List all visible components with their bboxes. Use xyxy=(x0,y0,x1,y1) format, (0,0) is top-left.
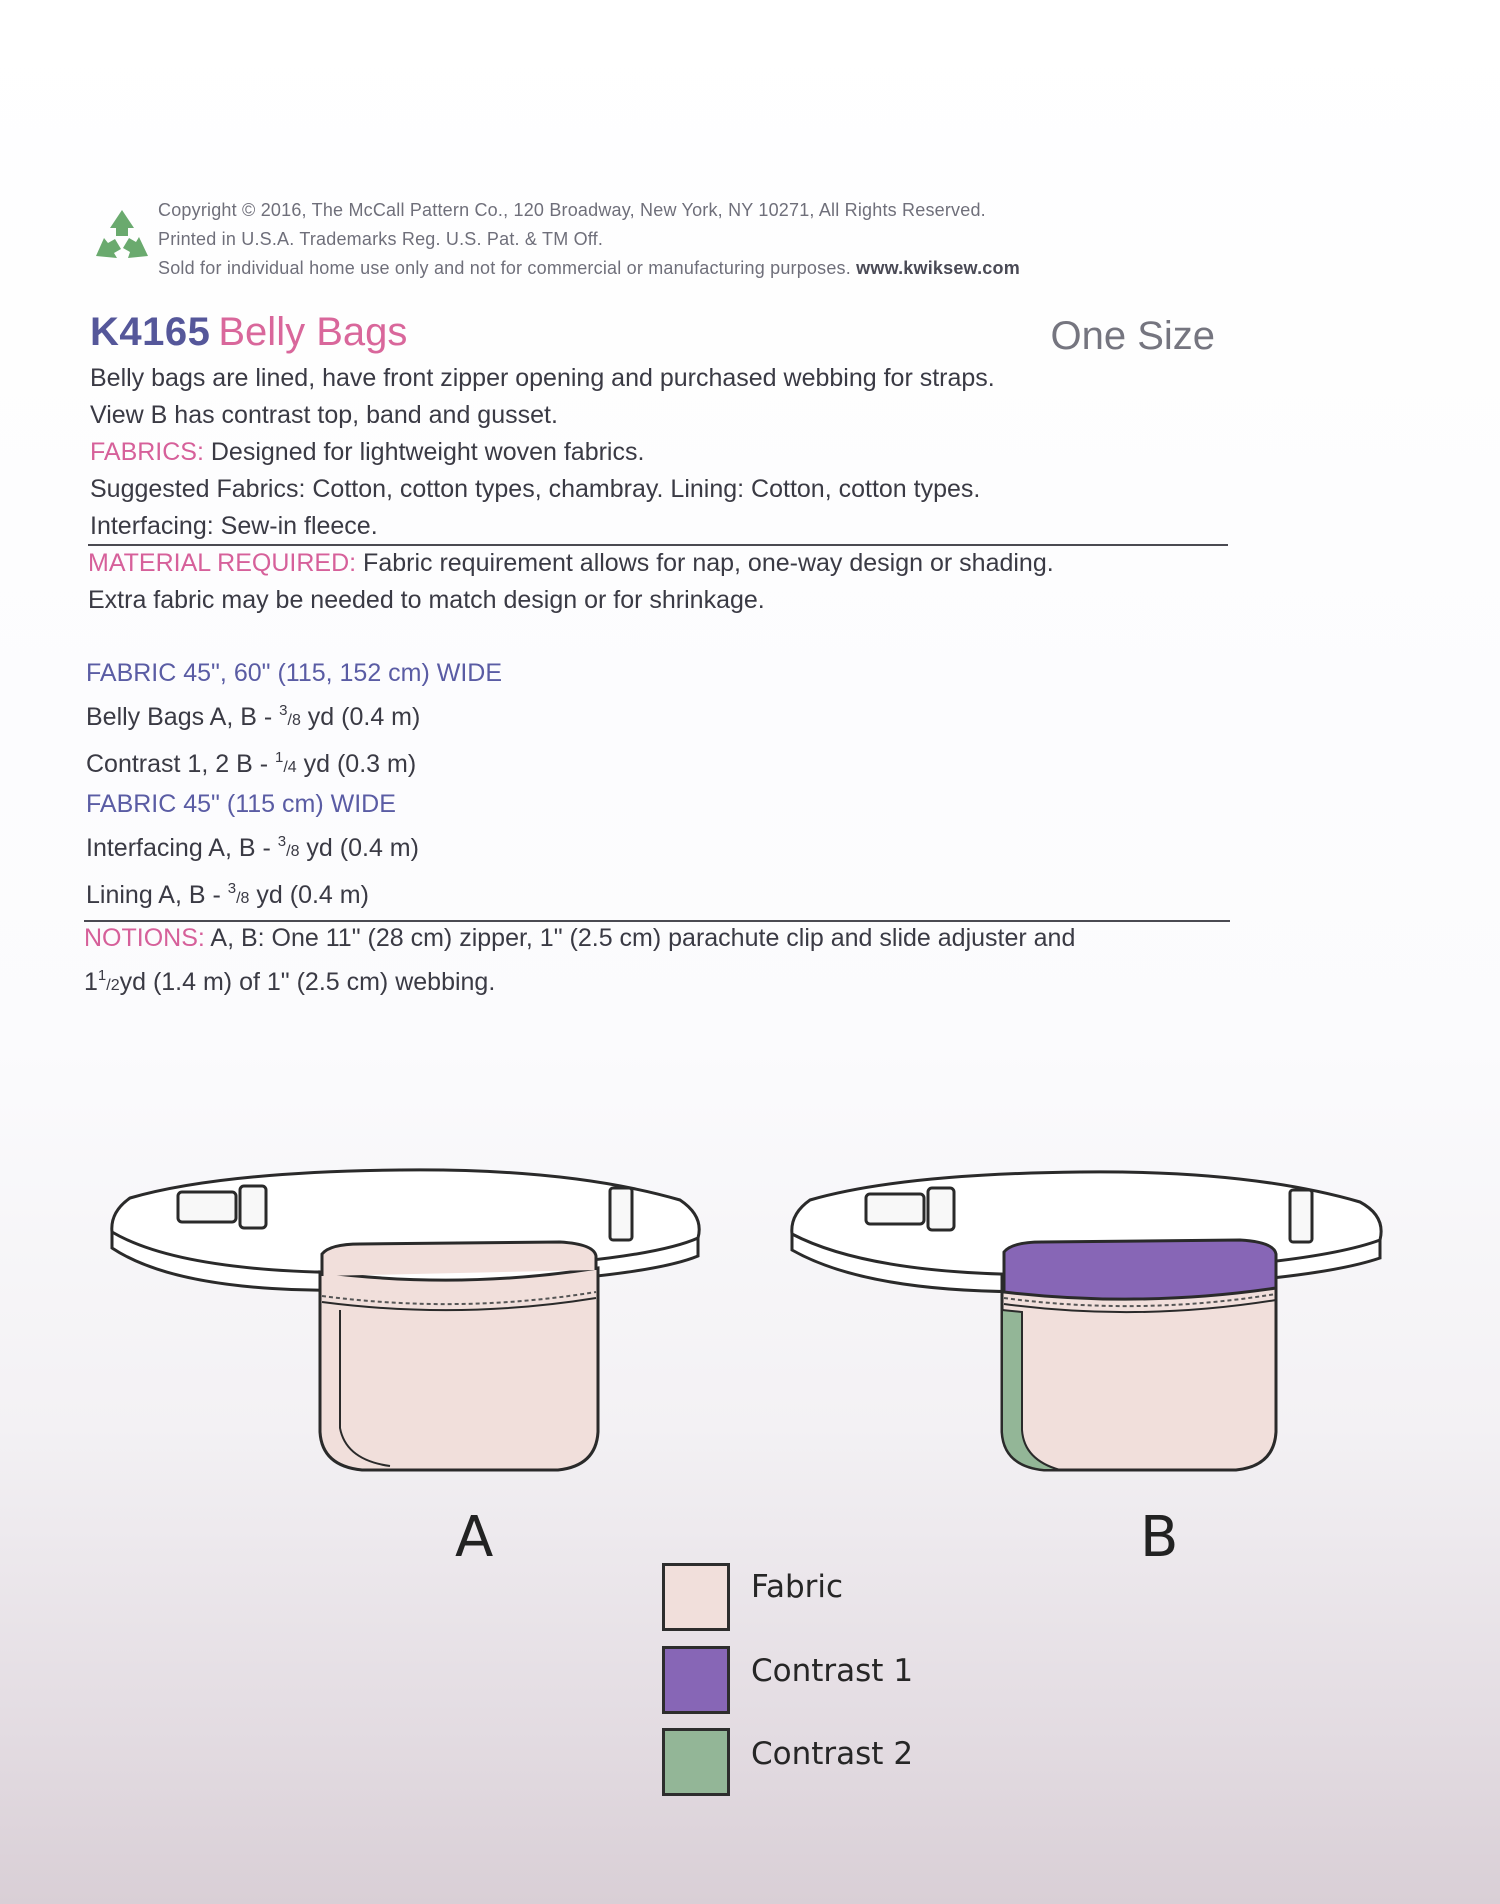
legend-label-fabric: Fabric xyxy=(751,1569,844,1605)
recycle-icon xyxy=(90,206,154,270)
pattern-code: K4165 xyxy=(90,310,211,354)
copyright-line-3: Sold for individual home use only and not for commercial or manufacturing purposes. www.kwiksew.com xyxy=(158,258,1020,278)
copyright-notice xyxy=(158,196,1020,283)
requirements-block xyxy=(86,655,786,917)
description-line-2: View B has contrast top, band and gusset. xyxy=(90,401,558,429)
pattern-title: Belly Bags xyxy=(218,310,408,354)
view-b-label: B xyxy=(1140,1505,1179,1570)
legend-label-contrast-2: Contrast 2 xyxy=(751,1736,914,1772)
copyright-line-2: Printed in U.S.A. Trademarks Reg. U.S. Pat. & TM Off. xyxy=(158,229,604,249)
pattern-size: One Size xyxy=(1050,314,1215,358)
material-line: MATERIAL REQUIRED: Fabric requirement allows for nap, one-way design or shading. xyxy=(88,549,1054,577)
legend-swatch-fabric xyxy=(662,1563,730,1631)
legend-swatch-contrast-2 xyxy=(662,1728,730,1796)
website-link[interactable]: www.kwiksew.com xyxy=(856,258,1020,278)
view-a-illustration xyxy=(100,1160,720,1480)
fabric-width-heading-1: FABRIC 45", 60" (115, 152 cm) WIDE xyxy=(86,659,503,687)
pattern-header xyxy=(90,310,1215,360)
material-label: MATERIAL REQUIRED: xyxy=(88,549,357,577)
notions-label: NOTIONS: xyxy=(84,924,205,952)
interfacing-line: Interfacing: Sew-in fleece. xyxy=(90,512,378,540)
description-block xyxy=(90,360,1230,545)
view-b-illustration xyxy=(790,1160,1390,1480)
copyright-line-1: Copyright © 2016, The McCall Pattern Co., 120 Broadway, New York, NY 10271, All Rights Reserved. xyxy=(158,200,986,220)
requirement-row: Contrast 1, 2 B - $^1$/4 yd (0.3 m) xyxy=(86,749,417,778)
notions-block xyxy=(84,920,1244,1004)
requirement-row: Lining A, B - $^3$/8 yd (0.4 m) xyxy=(86,880,369,909)
fabrics-label: FABRICS: xyxy=(90,438,204,466)
material-line-2: Extra fabric may be needed to match design or for shrinkage. xyxy=(88,586,765,614)
fabric-width-heading-2: FABRIC 45" (115 cm) WIDE xyxy=(86,790,396,818)
legend-swatch-contrast-1 xyxy=(662,1646,730,1714)
legend-label-contrast-1: Contrast 1 xyxy=(751,1653,914,1689)
material-block xyxy=(88,545,1228,619)
description-line-1: Belly bags are lined, have front zipper opening and purchased webbing for straps. xyxy=(90,364,995,392)
bag-body-b xyxy=(1002,1240,1276,1470)
notions-line: NOTIONS: A, B: One 11" (28 cm) zipper, 1" (2.5 cm) parachute clip and slide adjuster and xyxy=(84,924,1076,952)
requirement-row: Interfacing A, B - $^3$/8 yd (0.4 m) xyxy=(86,833,419,862)
fabrics-line: FABRICS: Designed for lightweight woven fabrics. xyxy=(90,438,645,466)
requirement-row: Belly Bags A, B - $^3$/8 yd (0.4 m) xyxy=(86,702,421,731)
suggested-fabrics-line: Suggested Fabrics: Cotton, cotton types, chambray. Lining: Cotton, cotton types. xyxy=(90,475,981,503)
notions-line-2: $1^1/2yd$ (1.4 m) of 1" (2.5 cm) webbing. xyxy=(84,967,496,996)
view-a-label: A xyxy=(455,1505,494,1570)
